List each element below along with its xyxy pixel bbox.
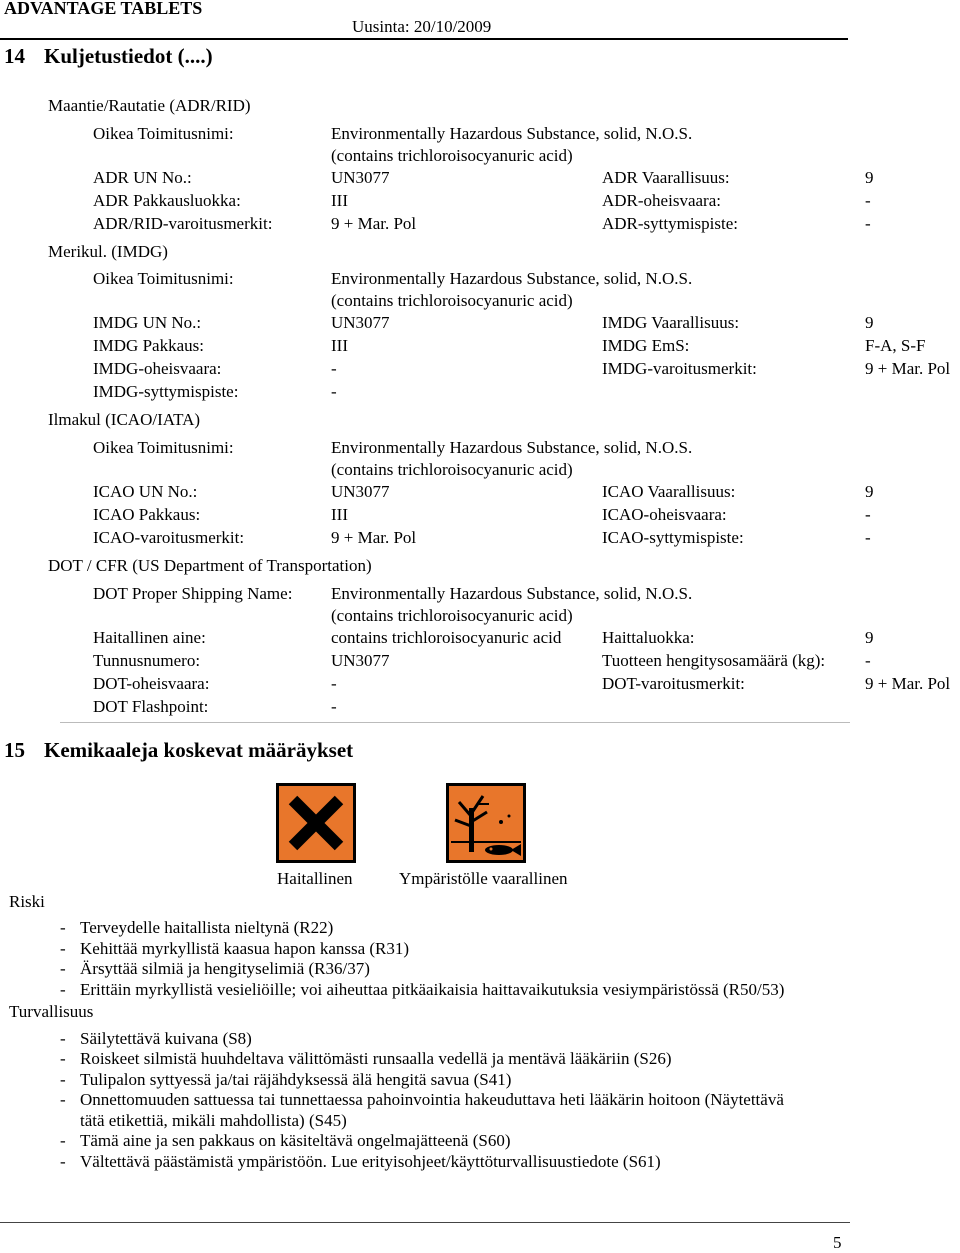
sea-cell-value: III [331,336,348,355]
road-cell-value2: - [865,191,871,210]
sea-name-line2: (contains trichloroisocyanuric acid) [331,291,573,310]
dot-cell-value2: - [865,651,871,670]
sea-name-line1: Environmentally Hazardous Substance, solid, N.O.S. [331,269,693,288]
air-name-line2: (contains trichloroisocyanuric acid) [331,460,573,479]
air-cell-label: ICAO Pakkaus: [93,505,201,524]
sea-cell-value2: 9 + Mar. Pol [865,359,951,378]
air-cell-value: III [331,505,348,524]
risk-phrase: Kehittää myrkyllistä kaasua hapon kanssa (R31) [80,939,410,958]
risk-phrase: Terveydelle haitallista nieltynä (R22) [80,918,334,937]
section-divider [60,722,850,723]
sea-cell-value: - [331,382,337,401]
harmful-x-icon [276,783,356,863]
road-name-label: Oikea Toimitusnimi: [93,124,234,143]
list-dash: - [60,1131,66,1150]
air-cell-value: UN3077 [331,482,390,501]
air-cell-label2: ICAO-syttymispiste: [602,528,744,547]
road-cell-value: 9 + Mar. Pol [331,214,417,233]
dot-cell-value: - [331,674,337,693]
revision-date: Uusinta: 20/10/2009 [352,17,492,36]
road-cell-label: ADR/RID-varoitusmerkit: [93,214,273,233]
list-dash: - [60,959,66,978]
dot-name-line1: Environmentally Hazardous Substance, solid, N.O.S. [331,584,693,603]
safety-phrase: Tulipalon syttyessä ja/tai räjähdyksessä älä hengitä savua (S41) [80,1070,512,1089]
air-cell-label2: ICAO-oheisvaara: [602,505,727,524]
list-dash: - [60,918,66,937]
sea-cell-label: IMDG Pakkaus: [93,336,204,355]
dot-cell-value2: 9 [865,628,874,647]
dot-cell-value: UN3077 [331,651,390,670]
list-dash: - [60,980,66,999]
safety-phrase: Roiskeet silmistä huuhdeltava välittömästi runsaalla vedellä ja mentävä lääkäriin (S26) [80,1049,672,1068]
section-15-title: Kemikaaleja koskevat määräykset [44,738,354,762]
road-cell-label2: ADR-syttymispiste: [602,214,739,233]
sea-cell-label2: IMDG-varoitusmerkit: [602,359,757,378]
safety-phrase-continued: tätä etikettiä, mikäli mahdollista) (S45) [80,1111,347,1130]
dot-cell-label: Tunnusnumero: [93,651,201,670]
road-cell-value2: 9 [865,168,874,187]
air-cell-value2: - [865,528,871,547]
environment-label: Ympäristölle vaarallinen [399,869,568,888]
section-14-number: 14 [4,44,25,68]
safety-heading: Turvallisuus [9,1002,94,1021]
road-cell-value: III [331,191,348,210]
header-rule [0,38,848,40]
dot-cell-label2: Tuotteen hengitysosamäärä (kg): [602,651,826,670]
safety-phrase: Tämä aine ja sen pakkaus on käsiteltävä ongelmajätteenä (S60) [80,1131,511,1150]
list-dash: - [60,1090,66,1109]
dot-cell-value: - [331,697,337,716]
dot-cell-label: DOT-oheisvaara: [93,674,210,693]
air-cell-label2: ICAO Vaarallisuus: [602,482,736,501]
sea-cell-value2: 9 [865,313,874,332]
air-heading: Ilmakul (ICAO/IATA) [48,410,201,429]
road-name-line2: (contains trichloroisocyanuric acid) [331,146,573,165]
list-dash: - [60,1070,66,1089]
air-cell-value2: - [865,505,871,524]
harmful-label: Haitallinen [277,869,353,888]
sea-heading: Merikul. (IMDG) [48,242,168,261]
sea-cell-label: IMDG UN No.: [93,313,202,332]
road-cell-value2: - [865,214,871,233]
risk-phrase: Ärsyttää silmiä ja hengityselimiä (R36/37) [80,959,370,978]
list-dash: - [60,1029,66,1048]
page-number: 5 [833,1233,842,1252]
dot-cell-value2: 9 + Mar. Pol [865,674,951,693]
safety-phrase: Onnettomuuden sattuessa tai tunnettaessa pahoinvointia hakeuduttava heti lääkärin hoitoon (Näytettävä [80,1090,784,1109]
dot-name-line2: (contains trichloroisocyanuric acid) [331,606,573,625]
dot-name-label: DOT Proper Shipping Name: [93,584,293,603]
section-14-title: Kuljetustiedot (....) [44,44,213,68]
sea-cell-label2: IMDG Vaarallisuus: [602,313,740,332]
sea-name-label: Oikea Toimitusnimi: [93,269,234,288]
road-cell-label2: ADR Vaarallisuus: [602,168,730,187]
sea-cell-value: UN3077 [331,313,390,332]
air-cell-value: 9 + Mar. Pol [331,528,417,547]
road-cell-value: UN3077 [331,168,390,187]
sea-cell-label: IMDG-syttymispiste: [93,382,239,401]
list-dash: - [60,1152,66,1171]
safety-phrase: Vältettävä päästämistä ympäristöön. Lue erityisohjeet/käyttöturvallisuustiedote (S61) [80,1152,661,1171]
air-cell-value2: 9 [865,482,874,501]
dot-cell-label: Haitallinen aine: [93,628,206,647]
safety-phrase: Säilytettävä kuivana (S8) [80,1029,252,1048]
road-heading: Maantie/Rautatie (ADR/RID) [48,96,251,115]
company-name: ADVANTAGE TABLETS [4,0,203,18]
sea-cell-label2: IMDG EmS: [602,336,690,355]
dot-cell-label2: Haittaluokka: [602,628,695,647]
sea-cell-value: - [331,359,337,378]
list-dash: - [60,939,66,958]
dot-cell-label: DOT Flashpoint: [93,697,209,716]
dot-cell-value: contains trichloroisocyanuric acid [331,628,562,647]
road-cell-label: ADR Pakkausluokka: [93,191,241,210]
list-dash: - [60,1049,66,1068]
risk-phrase: Erittäin myrkyllistä vesieliöille; voi aiheuttaa pitkäaikaisia haittavaikutuksia vesiympäristössä (R50/53) [80,980,785,999]
air-cell-label: ICAO UN No.: [93,482,198,501]
dot-cell-label2: DOT-varoitusmerkit: [602,674,745,693]
footer-rule [0,1222,850,1223]
air-name-line1: Environmentally Hazardous Substance, solid, N.O.S. [331,438,693,457]
air-cell-label: ICAO-varoitusmerkit: [93,528,245,547]
road-name-line1: Environmentally Hazardous Substance, solid, N.O.S. [331,124,693,143]
road-cell-label2: ADR-oheisvaara: [602,191,721,210]
dot-heading: DOT / CFR (US Department of Transportation) [48,556,372,575]
sea-cell-label: IMDG-oheisvaara: [93,359,222,378]
section-15-number: 15 [4,738,25,762]
sea-cell-value2: F-A, S-F [865,336,926,355]
road-cell-label: ADR UN No.: [93,168,192,187]
environment-hazard-icon [446,783,526,863]
risk-heading: Riski [9,892,45,911]
air-name-label: Oikea Toimitusnimi: [93,438,234,457]
